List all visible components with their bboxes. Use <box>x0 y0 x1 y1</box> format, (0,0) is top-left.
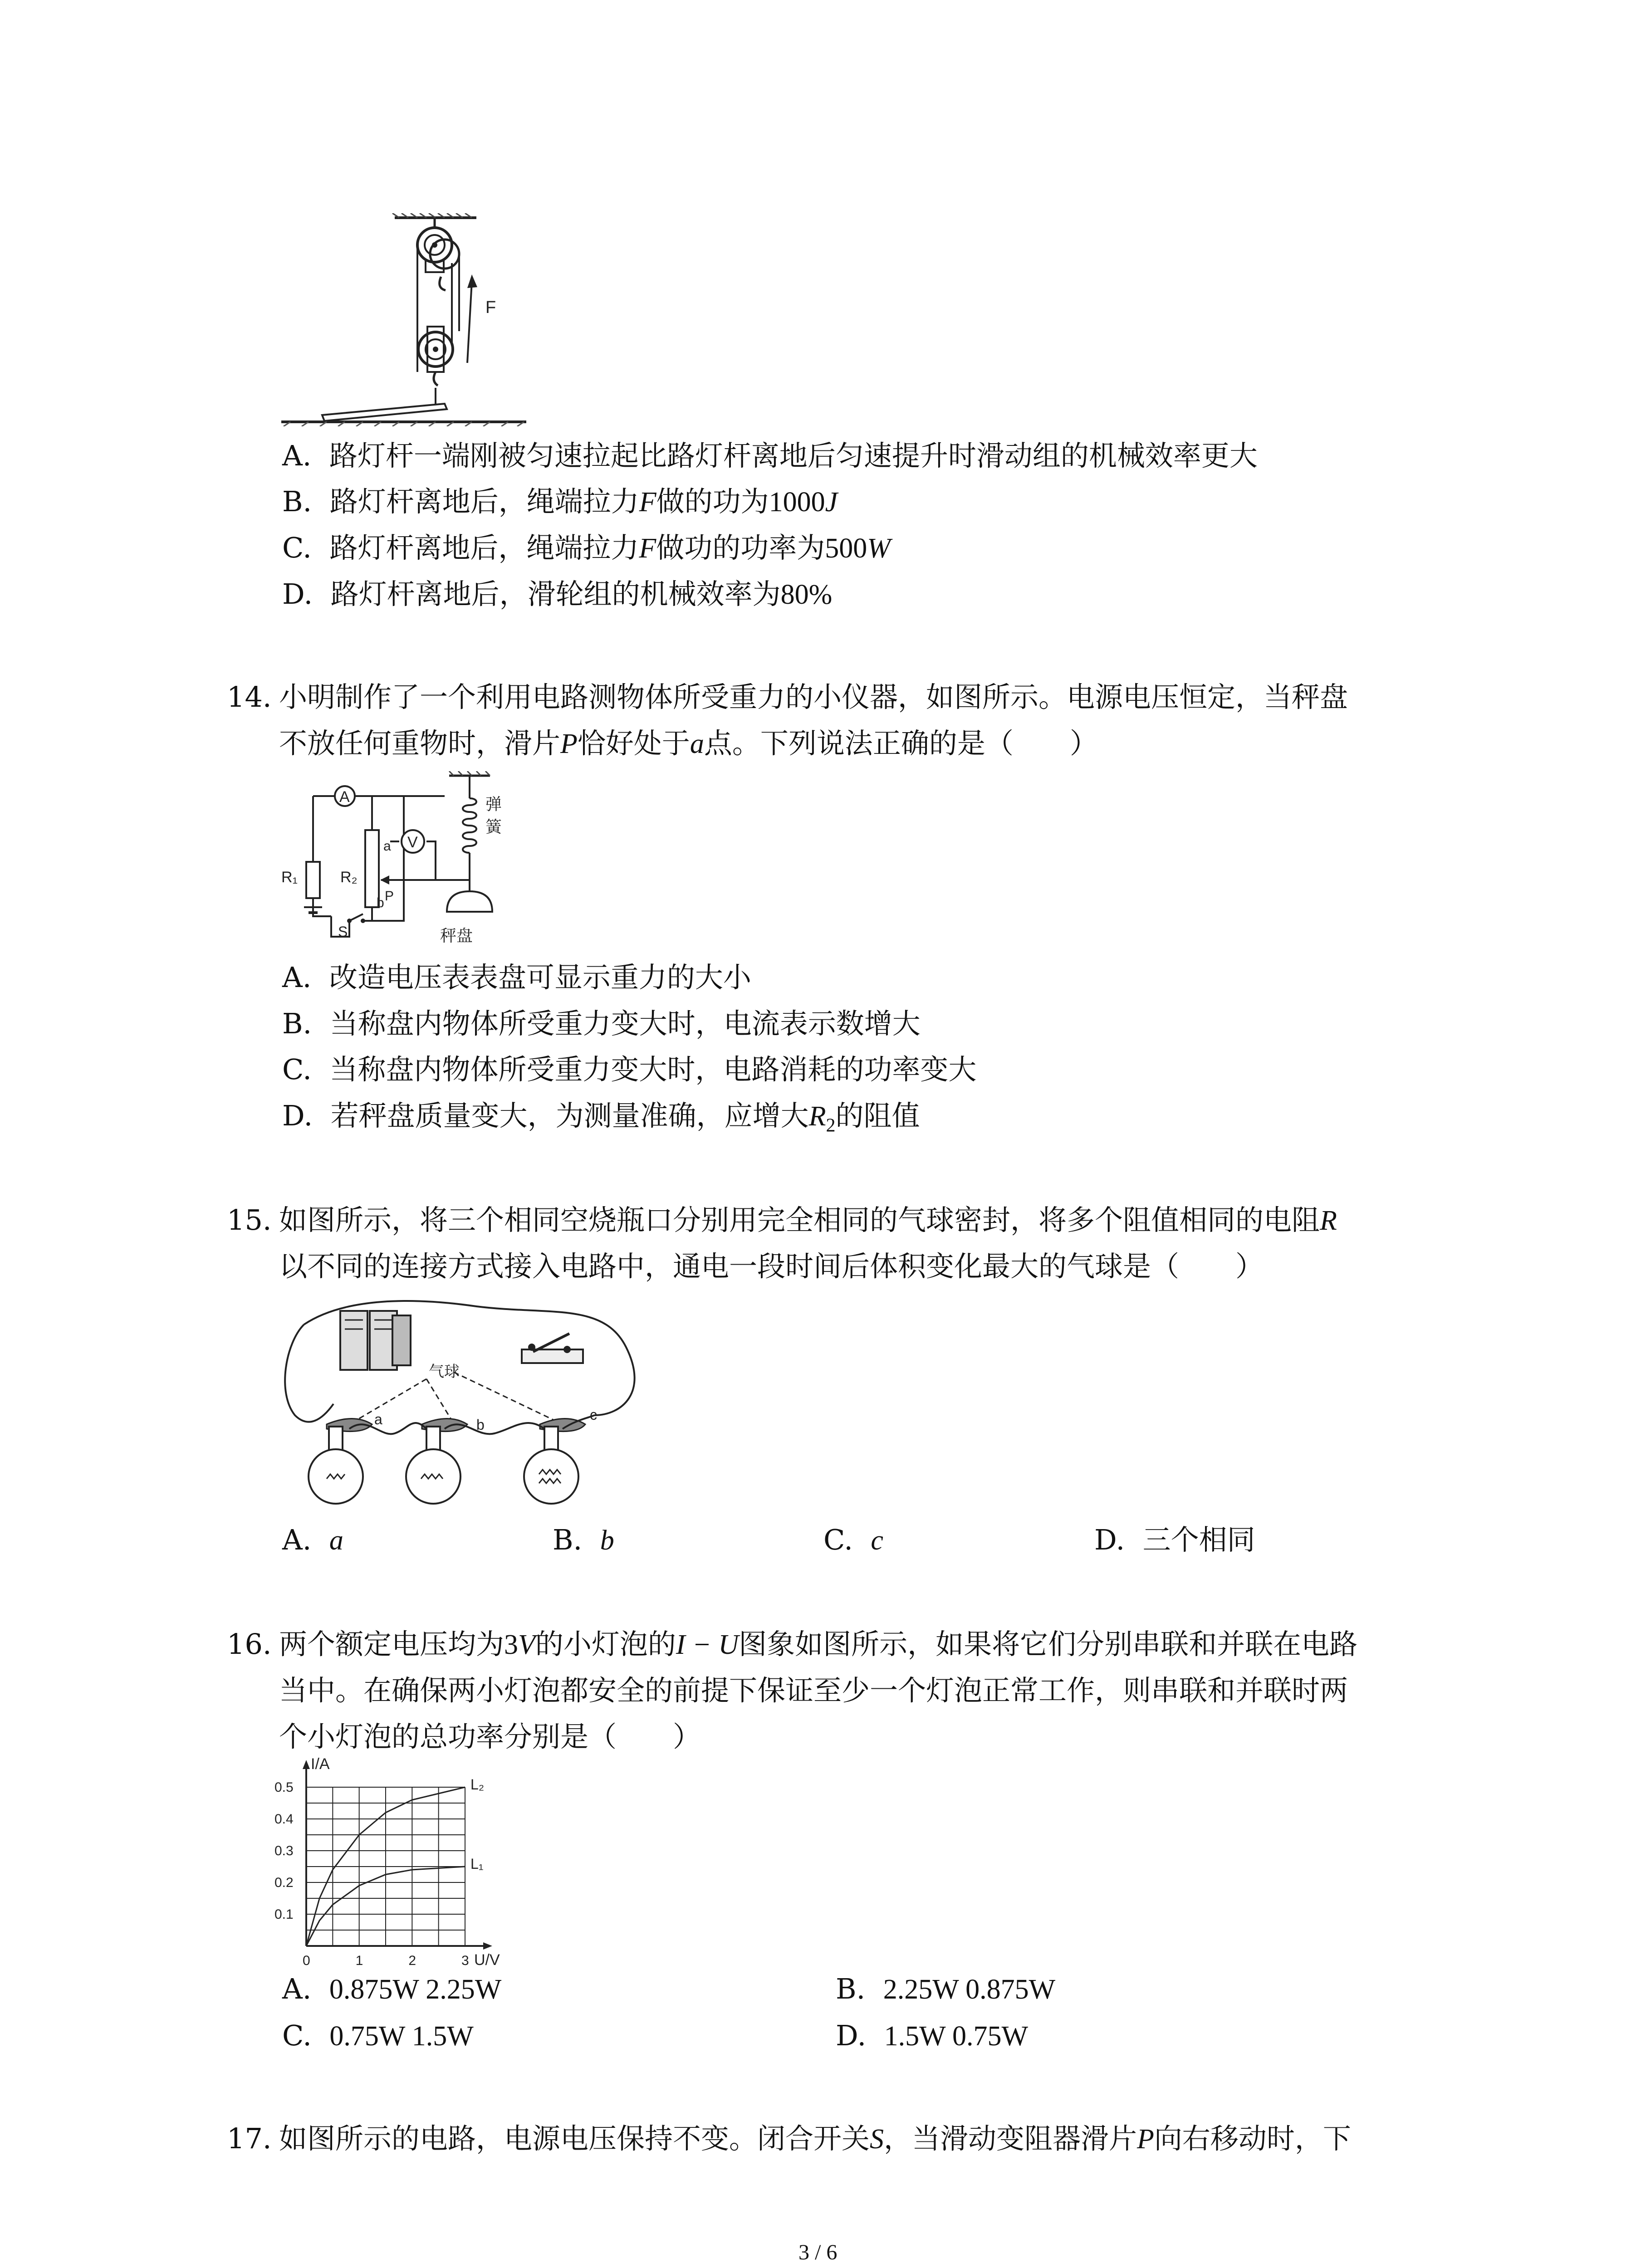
q16-option-a <box>282 1971 501 2008</box>
option-text: 2.25W 0.875W <box>883 1974 1056 2005</box>
q14-option-a <box>282 959 751 996</box>
math-var: F <box>639 487 656 518</box>
q15-option-b <box>553 1522 614 1559</box>
option-text: 改造电压表表盘可显示重力的大小 <box>329 961 751 994</box>
value: 3 <box>504 1629 519 1660</box>
option-text: 若秤盘质量变大，为测量准确，应增大 <box>330 1099 809 1132</box>
x-tick-label: 3 <box>461 1953 469 1968</box>
q13-option-d <box>282 576 832 613</box>
text: 不放任何重物时，滑片 <box>279 727 561 760</box>
option-text: 路灯杆离地后，滑轮组的机械效率为 <box>330 577 781 611</box>
option-letter: B. <box>282 1007 312 1040</box>
text: 向右移动时，下 <box>1154 2122 1351 2155</box>
option-letter: C. <box>282 531 312 564</box>
math-var: R <box>808 1101 826 1132</box>
pulley-figure <box>272 213 526 426</box>
q16-stem-line1 <box>279 1626 1357 1663</box>
y-axis-arrow <box>303 1760 310 1769</box>
point-a-label: a <box>383 839 391 854</box>
option-letter: C. <box>282 2019 312 2052</box>
chart-ticks <box>274 1780 469 1968</box>
balloon-a-label: a <box>374 1411 382 1427</box>
option-text: 的阻值 <box>835 1099 920 1132</box>
weighing-circuit-figure <box>272 771 526 953</box>
q14-option-d <box>282 1098 920 1144</box>
x-tick-label: 2 <box>408 1953 416 1968</box>
x-tick-label: 1 <box>355 1953 363 1968</box>
math-var: a <box>690 728 704 759</box>
ammeter-label: A <box>339 788 350 806</box>
option-letter: B. <box>282 485 312 518</box>
q15-option-c <box>823 1522 883 1559</box>
option-text: 0.75W 1.5W <box>329 2021 474 2052</box>
option-letter: A. <box>282 1523 312 1556</box>
option-text: 做的功为 <box>656 485 769 518</box>
q16-option-c <box>282 2018 474 2054</box>
value: 500 <box>825 533 867 564</box>
option-text: b <box>600 1525 614 1556</box>
option-text: 1.5W 0.75W <box>884 2021 1029 2052</box>
q15-stem-line1 <box>279 1202 1337 1239</box>
balloon-c-label: c <box>590 1407 597 1423</box>
series-label: L₂ <box>470 1776 485 1793</box>
balloon-label: 气球 <box>429 1363 460 1380</box>
option-letter: B. <box>836 1972 866 2005</box>
text: 恰好处于 <box>577 727 690 760</box>
subscript: 2 <box>826 1115 836 1136</box>
q14-stem-line1: 小明制作了一个利用电路测物体所受重力的小仪器，如图所示。电源电压恒定，当秤盘 <box>279 680 1348 714</box>
option-text: 当称盘内物体所受重力变大时，电流表示数增大 <box>329 1007 921 1040</box>
q14-option-c <box>282 1051 976 1088</box>
y-tick-label: 0.1 <box>274 1907 294 1922</box>
y-tick-label: 0.2 <box>274 1875 294 1890</box>
text: 点。下列说法正确的是（ ） <box>704 727 1098 760</box>
q13-option-a <box>282 438 1258 474</box>
series-label: L₁ <box>470 1856 484 1872</box>
option-letter: D. <box>282 577 313 611</box>
q16-number: 16. <box>227 1628 272 1661</box>
pan-label: 秤盘 <box>440 926 473 945</box>
balloon-b-label: b <box>476 1417 485 1433</box>
voltmeter-label: V <box>407 834 418 851</box>
q16-option-b <box>836 1971 1055 2008</box>
option-letter: B. <box>553 1523 583 1556</box>
q16-option-d <box>836 2018 1028 2054</box>
balloon-flask-figure <box>277 1288 649 1506</box>
q16-stem-line3: 个小灯泡的总功率分别是（ ） <box>279 1720 701 1753</box>
q13-option-b <box>282 484 838 520</box>
option-letter: D. <box>282 1099 313 1132</box>
option-text: 三个相同 <box>1142 1523 1255 1556</box>
math-var: P <box>560 728 578 759</box>
q15-number: 15. <box>227 1203 272 1237</box>
force-label: F <box>485 298 496 317</box>
math-var: S <box>870 2124 884 2155</box>
x-axis-label: U/V <box>474 1951 500 1969</box>
chart-axes <box>303 1760 492 1950</box>
q16-stem-line2: 当中。在确保两小灯泡都安全的前提下保证至少一个灯泡正常工作，则串联和并联时两 <box>279 1674 1348 1707</box>
option-letter: C. <box>282 1053 312 1086</box>
spring-label-2: 簧 <box>485 817 502 836</box>
text: 图象如图所示，如果将它们分别串联和并联在电路 <box>739 1628 1358 1661</box>
option-letter: D. <box>836 2019 867 2052</box>
option-text: 当称盘内物体所受重力变大时，电路消耗的功率变大 <box>329 1053 977 1086</box>
switch-label: S <box>338 924 348 940</box>
spring-label-1: 弹 <box>485 795 502 813</box>
math-var: P <box>1137 2124 1154 2155</box>
option-letter: C. <box>823 1523 853 1556</box>
y-tick-label: 0.5 <box>274 1780 294 1795</box>
option-letter: A. <box>282 439 312 472</box>
r1-label: R₁ <box>281 869 298 886</box>
q15-option-d <box>1094 1522 1255 1558</box>
y-tick-label: 0.3 <box>274 1843 294 1858</box>
option-text: c <box>871 1525 883 1556</box>
q13-option-c <box>282 530 891 567</box>
option-text: 做功的功率为 <box>656 531 825 564</box>
option-text: 路灯杆离地后，绳端拉力 <box>329 531 639 564</box>
text: 两个额定电压均为 <box>279 1628 505 1661</box>
math-expr: I − U <box>676 1629 739 1660</box>
text: ，当滑动变阻器滑片 <box>884 2122 1137 2155</box>
option-text: a <box>329 1525 343 1556</box>
q14-number: 14. <box>227 680 272 714</box>
value: 1000 <box>769 487 825 518</box>
y-tick-label: 0.4 <box>274 1812 294 1827</box>
option-letter: D. <box>1094 1523 1125 1556</box>
option-letter: A. <box>282 961 312 994</box>
unit: J <box>825 487 838 518</box>
chart-grid <box>306 1787 465 1946</box>
unit: V <box>518 1629 535 1660</box>
q15-stem-line2: 以不同的连接方式接入电路中，通电一段时间后体积变化最大的气球是（ ） <box>279 1250 1264 1283</box>
option-text: 路灯杆一端刚被匀速拉起比路灯杆离地后匀速提升时滑动组的机械效率更大 <box>329 439 1258 472</box>
point-b-label: b <box>377 895 384 910</box>
text: 如图所示的电路，电源电压保持不变。闭合开关 <box>279 2122 870 2155</box>
x-axis-arrow <box>483 1942 492 1950</box>
value: 80% <box>780 579 833 610</box>
text: 的小灯泡的 <box>535 1628 676 1661</box>
text: 如图所示，将三个相同空烧瓶口分别用完全相同的气球密封，将多个阻值相同的电阻 <box>279 1203 1320 1237</box>
q14-option-b <box>282 1006 921 1042</box>
option-letter: A. <box>282 1972 312 2005</box>
x-tick-label: 0 <box>303 1953 310 1968</box>
q17-number: 17. <box>227 2122 272 2155</box>
option-text: 0.875W 2.25W <box>329 1974 502 2005</box>
math-var: F <box>639 533 656 564</box>
iu-chart <box>261 1755 515 1969</box>
y-axis-label: I/A <box>311 1755 330 1773</box>
slider-p-label: P <box>385 889 394 904</box>
q14-stem-line2 <box>279 725 1098 762</box>
unit: W <box>867 533 891 564</box>
option-text: 路灯杆离地后，绳端拉力 <box>329 485 639 518</box>
q15-option-a <box>282 1522 343 1559</box>
math-var: R <box>1320 1205 1337 1236</box>
q17-stem-line1 <box>279 2121 1351 2157</box>
r2-label: R₂ <box>340 869 358 886</box>
page-number: 3 / 6 <box>798 2240 838 2264</box>
